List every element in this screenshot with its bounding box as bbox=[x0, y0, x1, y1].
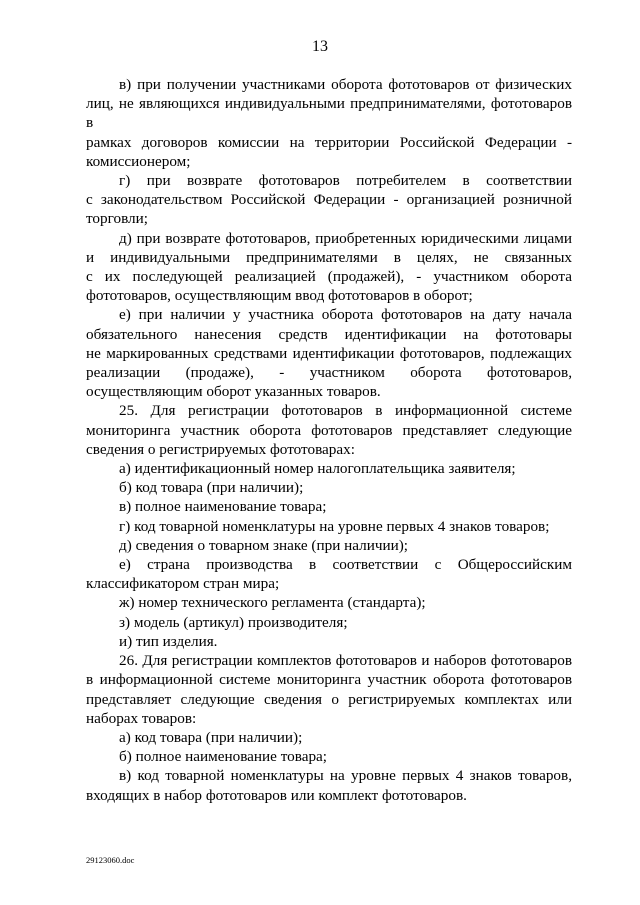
text-line: сведения о регистрируемых фототоварах: bbox=[86, 440, 355, 458]
text-line: наборах товаров: bbox=[86, 709, 197, 727]
text-line: с законодательством Российской Федерации - организацией розничной bbox=[86, 191, 572, 209]
text-line: не маркированных средствами идентификации фототоваров, подлежащих bbox=[86, 344, 572, 362]
text-line: з) модель (артикул) производителя; bbox=[119, 613, 348, 631]
text-line: г) при возврате фототоваров потребителем в соответствии bbox=[119, 172, 572, 190]
text-line: мониторинга участник оборота фототоваров представляет следующие bbox=[86, 421, 572, 439]
text-line: б) полное наименование товара; bbox=[119, 748, 327, 766]
text-line: 25. Для регистрации фототоваров в информационной системе bbox=[119, 402, 572, 420]
text-line: входящих в набор фототоваров или комплект фототоваров. bbox=[86, 786, 467, 804]
text-line: б) код товара (при наличии); bbox=[119, 479, 304, 497]
text-line: в) при получении участниками оборота фототоваров от физических bbox=[119, 76, 572, 93]
text-line: е) при наличии у участника оборота фототоваров на дату начала bbox=[119, 306, 572, 324]
text-line: в информационной системе мониторинга участник оборота фототоваров bbox=[86, 671, 572, 689]
text-line: и индивидуальными предпринимателями в целях, не связанных bbox=[86, 248, 572, 266]
text-line: д) сведения о товарном знаке (при наличии); bbox=[119, 536, 409, 554]
text-line: обязательного нанесения средств идентификации на фототовары bbox=[86, 325, 572, 343]
text-line: г) код товарной номенклатуры на уровне первых 4 знаков товаров; bbox=[119, 517, 550, 535]
text-line: торговли; bbox=[86, 210, 148, 228]
text-line: а) код товара (при наличии); bbox=[119, 728, 303, 746]
text-line: е) страна производства в соответствии с Общероссийским bbox=[119, 556, 572, 574]
text-line: 26. Для регистрации комплектов фототоваров и наборов фототоваров bbox=[119, 652, 572, 670]
text-line: с их последующей реализацией (продажей), - участником оборота bbox=[86, 268, 572, 286]
text-line: осуществляющим оборот указанных товаров. bbox=[86, 383, 381, 401]
document-body bbox=[86, 75, 572, 805]
document-footer-filename: 29123060.doc bbox=[86, 855, 135, 865]
text-line: представляет следующие сведения о регистрируемых комплектах или bbox=[86, 690, 572, 708]
page-number: 13 bbox=[312, 38, 328, 55]
text-line: ж) номер технического регламента (стандарта); bbox=[119, 594, 426, 612]
text-line: реализации (продаже), - участником оборота фототоваров, bbox=[86, 364, 572, 382]
text-line: классификатором стран мира; bbox=[86, 575, 280, 593]
text-line: д) при возврате фототоваров, приобретенных юридическими лицами bbox=[119, 229, 572, 247]
text-line: в) полное наименование товара; bbox=[119, 498, 327, 516]
text-line: рамках договоров комиссии на территории Российской Федерации - bbox=[86, 133, 572, 151]
text-line: фототоваров, осуществляющим ввод фототоваров в оборот; bbox=[86, 287, 473, 305]
text-line: а) идентификационный номер налогоплательщика заявителя; bbox=[119, 460, 516, 478]
text-line: в) код товарной номенклатуры на уровне первых 4 знаков товаров, bbox=[119, 767, 572, 785]
text-line: лиц, не являющихся индивидуальными предпринимателями, фототоваров в bbox=[86, 95, 572, 132]
text-line: и) тип изделия. bbox=[119, 632, 218, 650]
text-line: комиссионером; bbox=[86, 152, 191, 170]
